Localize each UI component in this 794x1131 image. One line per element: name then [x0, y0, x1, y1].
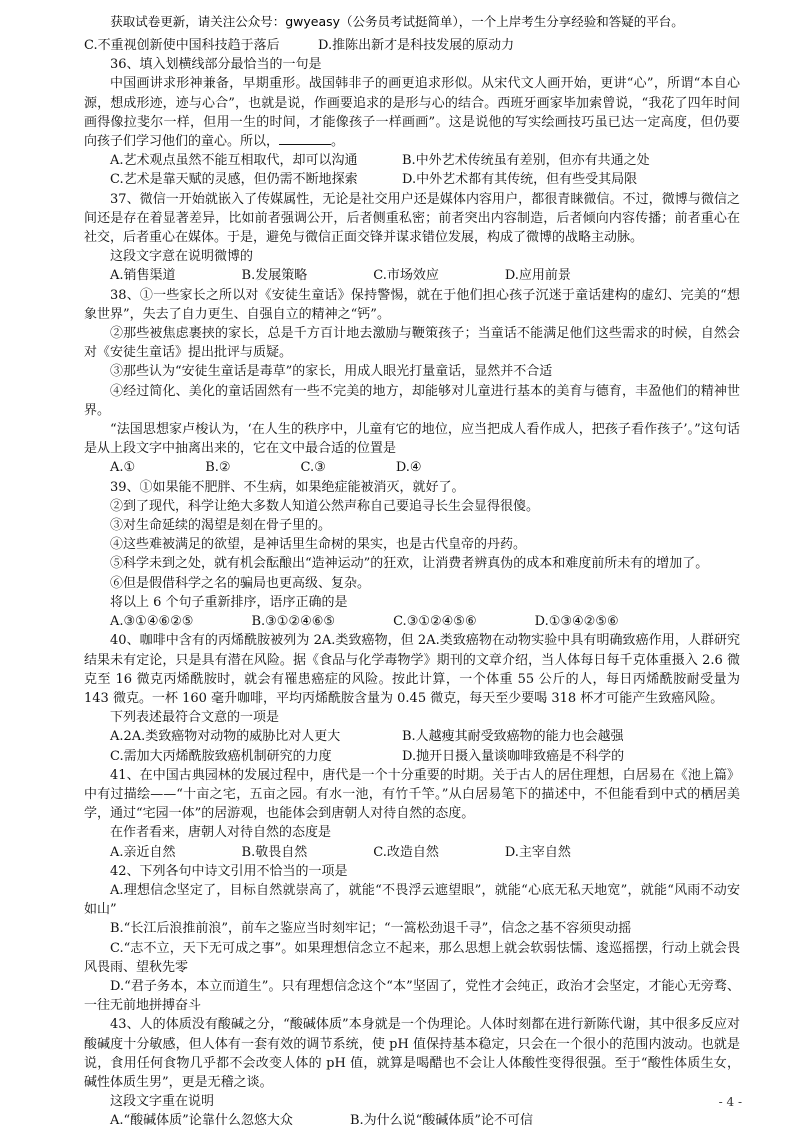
q40-options-ab [84, 727, 740, 746]
q38-option-a: A.① [110, 460, 136, 476]
q39-sentence-6: ⑥但是假借科学之名的骗局也更高级、复杂。 [110, 575, 371, 591]
q36-option-a: A.艺术观点虽然不能互相取代，却可以沟通 [110, 153, 358, 169]
q41-stem: 在作者看来，唐朝人对待自然的态度是 [110, 825, 332, 841]
q42-option-a: A.理想信念坚定了，目标自然就崇高了，就能“不畏浮云遮望眼”，就能“心底无私天地宽”，就能“风雨不动安如山” [84, 882, 740, 918]
q36-options-ab [84, 151, 740, 170]
q40-option-b: B.人越瘦其耐受致癌物的能力也会越强 [402, 729, 624, 745]
q40-option-a: A.2A.类致癌物对动物的威胁比对人更大 [110, 729, 341, 745]
q38-sentence-1: 38、①一些家长之所以对《安徒生童话》保持警惕，就在于他们担心孩子沉迷于童话建构的虚幻、完美的“想象世界”，失去了自力更生、自强自立的精神之“钙”。 [84, 287, 740, 322]
q41-option-b: B.敬畏自然 [241, 844, 308, 860]
q39-option-a: A.③①④⑥②⑤ [110, 614, 194, 630]
q38-sentence-3: ③那些认为“安徒生童话是毒草”的家长，用成人眼光打量童话，显然并不合适 [110, 364, 553, 380]
answer-blank [279, 132, 331, 145]
q39-sentence-2: ②到了现代，科学让绝大多数人知道公然声称自己要追寻长生会显得很傻。 [110, 498, 540, 514]
q38-option-b: B.② [205, 460, 231, 476]
q43-option-b: B.为什么说“酸碱体质”论不可信 [350, 1113, 533, 1129]
q39-sentence-3: ③对生命延续的渴望是刻在骨子里的。 [110, 518, 332, 534]
q41-option-c: C.改造自然 [373, 844, 439, 860]
q38-option-c: C.③ [300, 460, 326, 476]
q37-stem: 这段文字意在说明微博的 [110, 249, 254, 265]
page-header: 获取试卷更新，请关注公众号：gwyeasy（公务员考试挺简单），一个上岸考生分享经验和答疑的平台。 [110, 14, 684, 29]
q42-option-c: C.“志不立，天下无可成之事”。如果理想信念立不起来，那么思想上就会软弱怯懦、逡巡摇摆，行动上就会畏风畏雨、望秋先零 [84, 940, 740, 975]
q38-quote: “法国思想家卢梭认为，‘在人生的秩序中，儿童有它的地位，应当把成人看作成人，把孩子看作孩子’。”这句话是从上段文字中抽离出来的，它在文中最合适的位置是 [84, 422, 740, 457]
q39-option-c: C.③①②④⑤⑥ [393, 614, 477, 630]
q39-sentence-4: ④这些难被满足的欲望，是神话里生命树的果实，也是古代皇帝的丹药。 [110, 537, 527, 553]
q39-stem: 将以上 6 个句子重新排序，语序正确的是 [110, 594, 348, 610]
q40-option-d: D.抛开日摄入量谈咖啡致癌是不科学的 [402, 748, 625, 764]
q40-options-cd [84, 747, 740, 766]
q37-option-d: D.应用前景 [504, 268, 571, 284]
q41-option-a: A.亲近自然 [110, 844, 176, 860]
q37-passage: 37、微信一开始就嵌入了传媒属性，无论是社交用户还是媒体内容用户，都很青睐微信。不过，微博与微信之间还是存在着显著差异，比如前者强调公开，后者侧重私密；前者突出内容制造，后者倾向内容传播；前者重心在社交，后者重心在媒体。于是，避免与微信正面交锋并谋求错位发展，构成了微博的战略主动脉。 [84, 191, 740, 246]
q41-option-d: D.主宰自然 [504, 844, 571, 860]
q43-stem: 这段文字重在说明 [110, 1094, 215, 1110]
page-number: - 4 - [718, 1095, 742, 1109]
q39-sentence-1: 39、①如果能不肥胖、不生病，如果绝症能被消灭，就好了。 [110, 479, 465, 495]
q39-option-d: D.①③④②⑤⑥ [534, 614, 619, 630]
q41-passage: 41、在中国古典园林的发展过程中，唐代是一个十分重要的时期。关于古人的居住理想，白居易在《池上篇》中有过描绘——“十亩之宅，五亩之园。有水一池，有竹千竿。”从白居易笔下的描述中，不但能看到中式的栖居美学，通过“宅园一体”的居游观，也能体会到唐朝人对待自然的态度。 [84, 767, 740, 822]
q36-stem: 36、填入划横线部分最恰当的一句是 [110, 57, 322, 73]
document-body [84, 36, 740, 1131]
q43-options-ab [84, 1111, 740, 1130]
q36-options-cd [84, 170, 740, 189]
q39-options [84, 612, 740, 631]
q36-passage: 中国画讲求形神兼备，早期重形。战国韩非子的画更追求形似。从宋代文人画开始，更讲“心”，所谓“本自心源，想成形迹，迹与心合”，也就是说，作画要追求的是形与心的结合。西班牙画家毕加索曾说，“我花了四年时间画得像拉斐尔一样，但用一生的时间，才能像孩子一样画画”。这是说他的写实绘画技巧虽已达一定高度，但仍要向孩子们学习他们的童心。所以， 。 [84, 76, 740, 150]
q36-option-d: D.中外艺术都有其传统，但有些受其局限 [402, 172, 638, 188]
q35-option-d: D.推陈出新才是科技发展的原动力 [318, 38, 515, 53]
q39-sentence-5: ⑤科学未到之处，就有机会酝酿出“造神运动”的狂欢，让消费者辨真伪的成本和难度前所未有的增加了。 [110, 556, 709, 572]
q42-option-d: D.“君子务本，本立而道生”。只有理想信念这个“本”坚固了，党性才会纯正，政治才会坚定，才能心无旁骛、一往无前地拼搏奋斗 [84, 978, 740, 1014]
q37-option-c: C.市场效应 [373, 268, 439, 284]
q38-option-d: D.④ [395, 460, 422, 476]
q40-stem: 下列表述最符合文意的一项是 [110, 710, 280, 726]
q35-options [84, 36, 740, 55]
q41-options [84, 843, 740, 862]
q40-option-c: C.需加大丙烯酰胺致癌机制研究的力度 [110, 748, 332, 764]
q35-option-c: C.不重视创新使中国科技趋于落后 [84, 38, 280, 53]
q36-option-b: B.中外艺术传统虽有差别，但亦有共通之处 [402, 153, 650, 169]
q37-option-a: A.销售渠道 [110, 268, 176, 284]
q37-option-b: B.发展策略 [241, 268, 308, 284]
q38-sentence-4: ④经过简化、美化的童话固然有一些不完美的地方，却能够对儿童进行基本的美育与德育，丰盈他们的精神世界。 [84, 383, 740, 418]
q38-sentence-2: ②那些被焦虑裹挟的家长，总是千方百计地去激励与鞭策孩子；当童话不能满足他们这些需求的时候，自然会对《安徒生童话》提出批评与质疑。 [84, 326, 740, 361]
q38-options [84, 458, 740, 477]
q42-stem: 42、下列各句中诗文引用不恰当的一项是 [110, 863, 348, 879]
q39-option-b: B.③①②④⑥⑤ [251, 614, 336, 630]
q40-passage: 40、咖啡中含有的丙烯酰胺被列为 2A.类致癌物，但 2A.类致癌物在动物实验中具有明确致癌作用，人群研究结果未有定论，只是具有潜在风险。据《食品与化学毒物学》期刊的文章介绍，当人体每日每千克体重摄入 2.6 微克至 16 微克丙烯酰胺时，就会有罹患癌症的风险。按此计算，一个体重 55 公斤的人，每日丙烯酰胺耐受量为 143 微克。一杯 160 毫升咖啡，平均丙烯酰胺含量为 0.45 微克，每天至少要喝 318 杯才可能产生致癌风险。 [84, 633, 740, 706]
q43-option-a: A.“酸碱体质”论靠什么忽悠大众 [110, 1113, 293, 1129]
q43-passage: 43、人的体质没有酸碱之分，“酸碱体质”本身就是一个伪理论。人体时刻都在进行新陈代谢，其中很多反应对酸碱度十分敏感，但人体有一套有效的调节系统，使 pH 值保持基本稳定，只会在一个很小的范围内波动。也就是说，食用任何食物几乎都不会改变人体的 pH 值，就算是喝醋也不会让人体酸性变得很强。至于“酸性体质生女，碱性体质生男”，更是无稽之谈。 [84, 1017, 740, 1090]
q42-option-b: B.“长江后浪推前浪”，前车之鉴应当时刻牢记；“一篙松劲退千寻”，信念之基不容须臾动摇 [110, 921, 632, 937]
q36-option-c: C.艺术是靠天赋的灵感，但仍需不断地探索 [110, 172, 358, 188]
q37-options [84, 266, 740, 285]
